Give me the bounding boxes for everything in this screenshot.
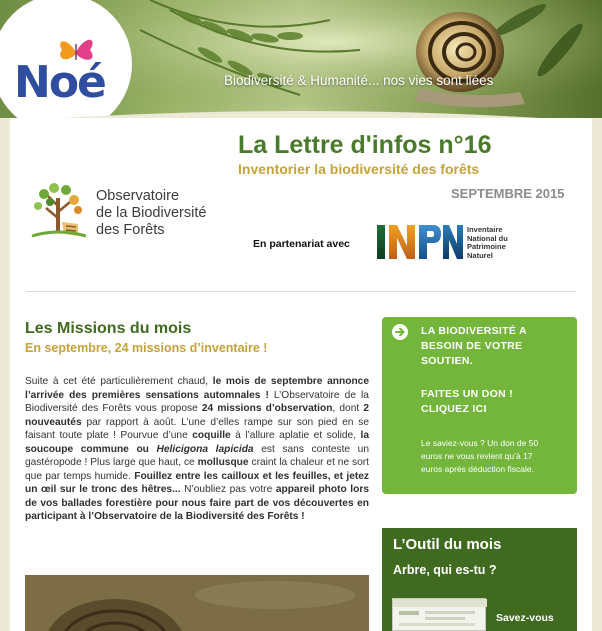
newsletter-date: SEPTEMBRE 2015 [451,186,565,201]
missions-subtitle: En septembre, 24 missions d’inventaire ! [25,341,268,355]
tool-thumbnail[interactable] [392,598,486,631]
partnership-label: En partenariat avec [253,238,350,250]
tool-teaser: Savez-vous [496,612,554,624]
observatory-name-line: de la Biodiversité [96,205,207,221]
donate-link-line[interactable]: FAITES UN DON ! [421,388,514,400]
tax-note-line: Le saviez-vous ? Un don de 50 [421,438,539,448]
tool-title: L’Outil du mois [393,536,502,553]
tax-note-line: euros ne vous revient qu’à 17 [421,451,533,461]
missions-title: Les Missions du mois [25,320,192,337]
newsletter-title: La Lettre d'infos n°16 [238,131,492,159]
inpn-description-line: Patrimoine [467,242,506,251]
noe-logo[interactable]: Noé [14,57,105,108]
inpn-description-line: Inventaire [467,225,503,234]
tree-icon[interactable] [26,178,90,240]
tool-of-month-box [382,528,577,631]
inpn-description-line: Naturel [467,250,493,260]
slogan: Biodiversité & Humanité... nos vies sont liées [224,73,494,88]
missions-paragraph: Suite à cet été particulièrement chaud, le mois de septembre annonce l’arrivée des premières sensations automnales ! L’Observatoire de la Biodiversité des Forêts vous propose 24 missions d’observation, dont 2 nouveautés par rapport à août. L’une d’elles rampe sur son pied en se faisant toute plate ! Pourvue d’une coquille à l’allure aplatie et solide, la soucoupe commune ou Helicigona lapicida est sans conteste un gastéropode ! Plus large que haut, ce mollusque craint la chaleur et ne sort que par temps humide. Fouillez entre les cailloux et les feuilles, et jetez un œil sur le tronc des hêtres... N’oubliez pas votre appareil photo lors de vos ballades forestière pour nous faire part de vos découvertes en participant à l’Observatoire de la Biodiversité des Forêts ! [25,376,370,522]
inpn-description [467,226,508,260]
section-divider [26,291,576,292]
observatory-name-line: Observatoire [96,188,180,204]
tax-note-line: euros après déduction fiscale. [421,464,534,474]
inpn-logo[interactable] [375,222,465,262]
donate-box[interactable] [382,317,577,494]
donate-headline-line: BESOIN DE VOTRE [421,340,523,352]
donate-headline-line: LA BIODIVERSITÉ A [421,325,527,337]
donate-headline-line: SOUTIEN. [421,355,473,367]
observatory-name [96,188,206,239]
arrow-right-circle-icon[interactable] [392,324,408,340]
tax-note [421,437,538,476]
donate-headline [421,324,527,369]
newsletter-subtitle: Inventorier la biodiversité des forêts [238,161,480,177]
observatory-name-line: des Forêts [96,222,165,238]
tool-subtitle[interactable]: Arbre, qui es-tu ? [393,563,497,577]
header-banner [0,0,602,120]
donate-link[interactable] [421,387,513,417]
inpn-description-line: National du [467,233,508,243]
donate-link-line[interactable]: CLIQUEZ ICI [421,403,487,415]
mission-photo [25,575,369,631]
